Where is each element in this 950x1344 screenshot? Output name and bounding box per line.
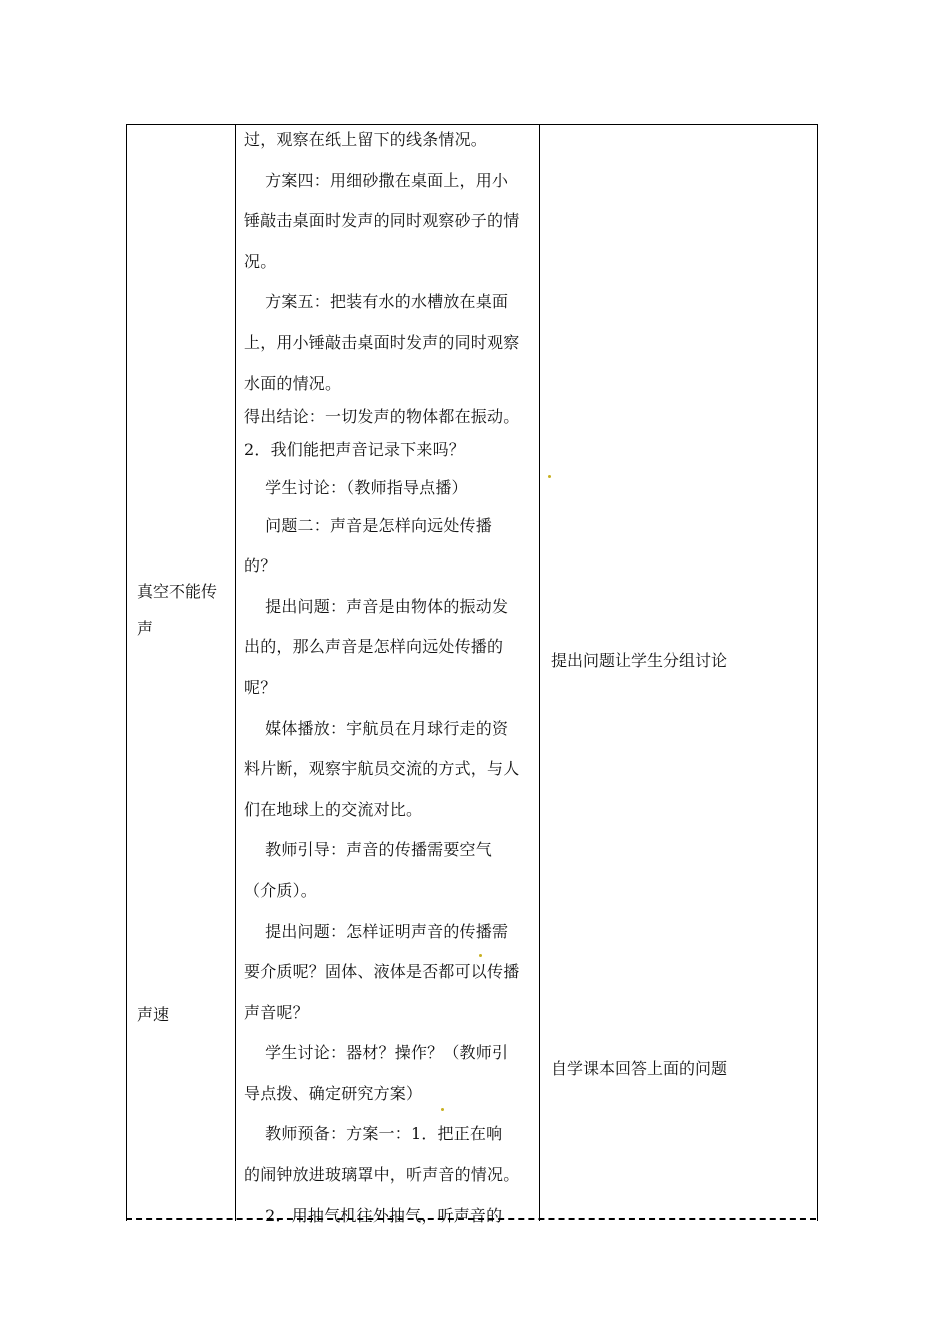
process-line: 学生讨论：（教师指导点播） bbox=[244, 477, 468, 497]
speck-mark bbox=[479, 954, 482, 957]
process-line: 料片断，观察宇航员交流的方式，与人 bbox=[244, 759, 520, 779]
process-line: 2．我们能把声音记录下来吗？ bbox=[244, 439, 465, 459]
process-line: 媒体播放：宇航员在月球行走的资 bbox=[244, 718, 509, 738]
speck-mark bbox=[441, 1108, 444, 1111]
column-divider-2 bbox=[539, 125, 540, 1221]
teaching-process-column bbox=[244, 125, 534, 1241]
process-line: 要介质呢？固体、液体是否都可以传播 bbox=[244, 962, 520, 982]
process-line: 过，观察在纸上留下的线条情况。 bbox=[244, 130, 488, 149]
table-bottom-dashed-border bbox=[126, 1218, 816, 1220]
process-line: 方案五：把装有水的水槽放在桌面 bbox=[244, 292, 509, 312]
process-line: 导点拨、确定研究方案） bbox=[244, 1083, 423, 1103]
process-line: 学生讨论：器材？操作？（教师引 bbox=[244, 1043, 509, 1063]
process-line: 声音呢？ bbox=[244, 1002, 309, 1022]
process-line: 上，用小锤敲击桌面时发声的同时观察 bbox=[244, 332, 520, 352]
process-line: 2．用抽气机往外抽气，听声音的 bbox=[244, 1205, 503, 1225]
process-line: 呢？ bbox=[244, 677, 277, 697]
student-activity-2 bbox=[551, 1057, 727, 1081]
process-line: 的闹钟放进玻璃罩中，听声音的情况。 bbox=[244, 1165, 520, 1185]
process-line: 提出问题：怎样证明声音的传播需 bbox=[244, 921, 509, 941]
topic-vacuum-text: 真空不能传 声 bbox=[137, 582, 218, 638]
student-activity-1 bbox=[551, 649, 727, 673]
topic-vacuum-no-sound bbox=[137, 573, 229, 647]
process-line: 的？ bbox=[244, 556, 277, 576]
process-line: 得出结论：一切发声的物体都在振动。 bbox=[244, 406, 520, 426]
topic-speed-text: 声速 bbox=[137, 1005, 170, 1024]
column-divider-1 bbox=[235, 125, 236, 1221]
student-activity-text: 提出问题让学生分组讨论 bbox=[551, 651, 728, 670]
topic-sound-speed bbox=[137, 996, 229, 1033]
process-line: 们在地球上的交流对比。 bbox=[244, 799, 423, 819]
process-line: 出的，那么声音是怎样向远处传播的 bbox=[244, 637, 504, 657]
student-activity-text: 自学课本回答上面的问题 bbox=[551, 1059, 728, 1078]
process-line: 水面的情况。 bbox=[244, 373, 342, 393]
process-line: 提出问题：声音是由物体的振动发 bbox=[244, 596, 509, 616]
process-line: 教师预备：方案一：1．把正在响 bbox=[244, 1124, 503, 1144]
process-line: 方案四：用细砂撒在桌面上，用小 bbox=[244, 170, 509, 190]
process-line: （介质）。 bbox=[244, 880, 318, 900]
process-line: 况。 bbox=[244, 251, 277, 271]
speck-mark bbox=[548, 475, 551, 478]
process-line: 教师引导：声音的传播需要空气 bbox=[244, 840, 492, 860]
process-line: 锤敲击桌面时发声的同时观察砂子的情 bbox=[244, 211, 520, 231]
process-line: 问题二：声音是怎样向远处传播 bbox=[244, 515, 492, 535]
lesson-table bbox=[126, 124, 818, 1225]
